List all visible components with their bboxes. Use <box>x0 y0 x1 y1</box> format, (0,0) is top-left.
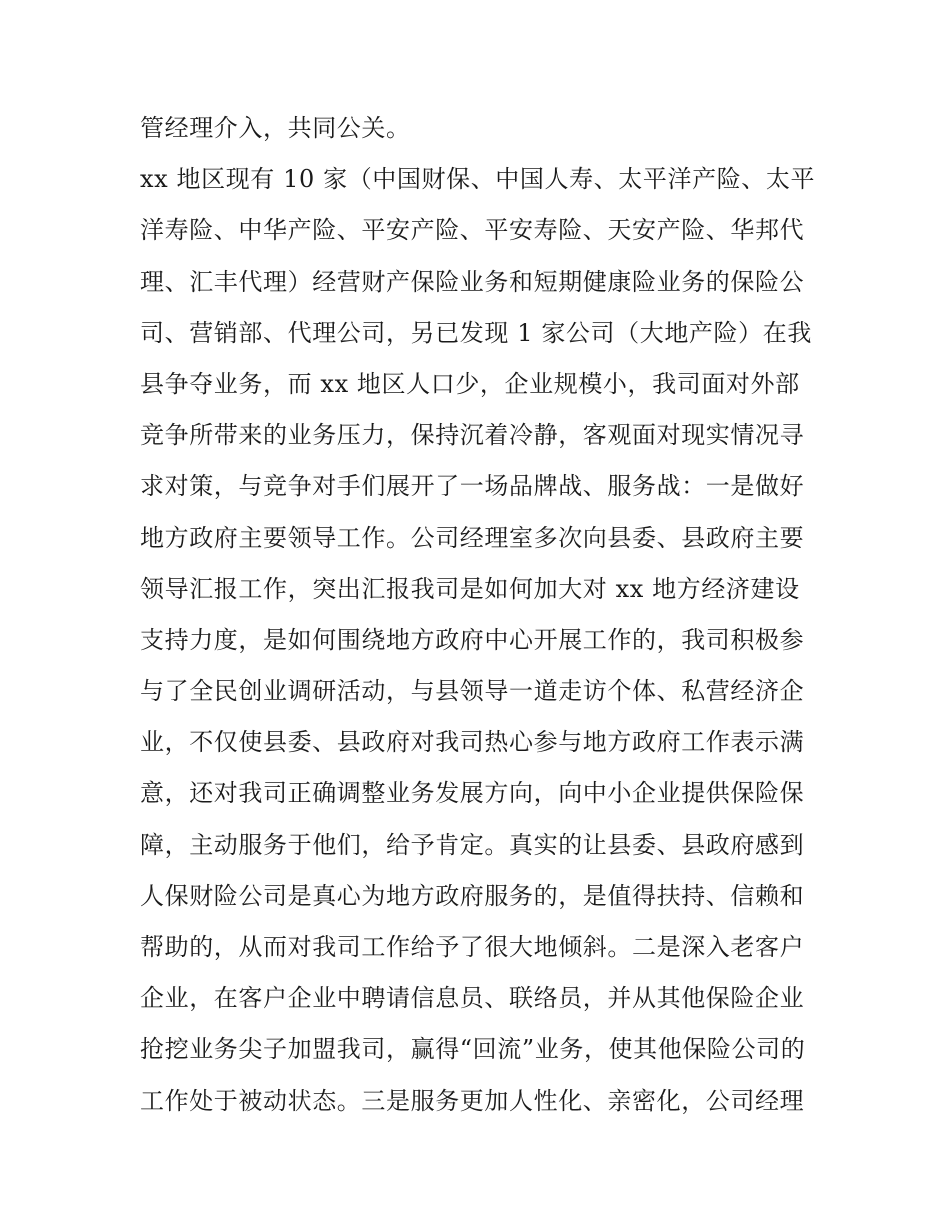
text-line: 障，主动服务于他们，给予肯定。真实的让县委、县政府感到 <box>140 830 805 859</box>
text-line: 抢挖业务尖子加盟我司，赢得“回流”业务，使其他保险公司的 <box>140 1035 806 1064</box>
text-line: 司、营销部、代理公司，另已发现 1 家公司（大地产险）在我 <box>140 318 812 347</box>
text-line: 帮助的，从而对我司工作给予了很大地倾斜。二是深入老客户 <box>140 933 805 961</box>
body-text <box>140 103 820 1127</box>
text-line: 企业，在客户企业中聘请信息员、联络员，并从其他保险企业 <box>140 984 805 1013</box>
text-line: 理、汇丰代理）经营财产保险业务和短期健康险业务的保险公 <box>140 267 805 296</box>
text-line: 地方政府主要领导工作。公司经理室多次向县委、县政府主要 <box>140 523 805 552</box>
text-line: 业，不仅使县委、县政府对我司热心参与地方政府工作表示满 <box>140 728 805 757</box>
text-line: 洋寿险、中华产险、平安产险、平安寿险、天安产险、华邦代 <box>140 216 805 245</box>
text-line: xx 地区现有 10 家（中国财保、中国人寿、太平洋产险、太平 <box>140 165 816 194</box>
text-line: 意，还对我司正确调整业务发展方向，向中小企业提供保险保 <box>140 779 805 808</box>
text-line: 支持力度，是如何围绕地方政府中心开展工作的，我司积极参 <box>140 625 805 654</box>
text-line: 县争夺业务，而 xx 地区人口少，企业规模小，我司面对外部 <box>140 369 800 398</box>
text-line: 求对策，与竞争对手们展开了一场品牌战、服务战：一是做好 <box>140 472 805 501</box>
text-line: 与了全民创业调研活动，与县领导一道走访个体、私营经济企 <box>140 677 805 706</box>
text-line: 领导汇报工作，突出汇报我司是如何加大对 xx 地方经济建设 <box>140 574 800 603</box>
text-line: 竞争所带来的业务压力，保持沉着冷静，客观面对现实情况寻 <box>140 421 805 450</box>
text-line: 管经理介入，共同公关。 <box>140 114 411 142</box>
text-line: 工作处于被动状态。三是服务更加人性化、亲密化，公司经理 <box>140 1086 805 1115</box>
text-line: 人保财险公司是真心为地方政府服务的，是值得扶持、信赖和 <box>140 881 805 910</box>
